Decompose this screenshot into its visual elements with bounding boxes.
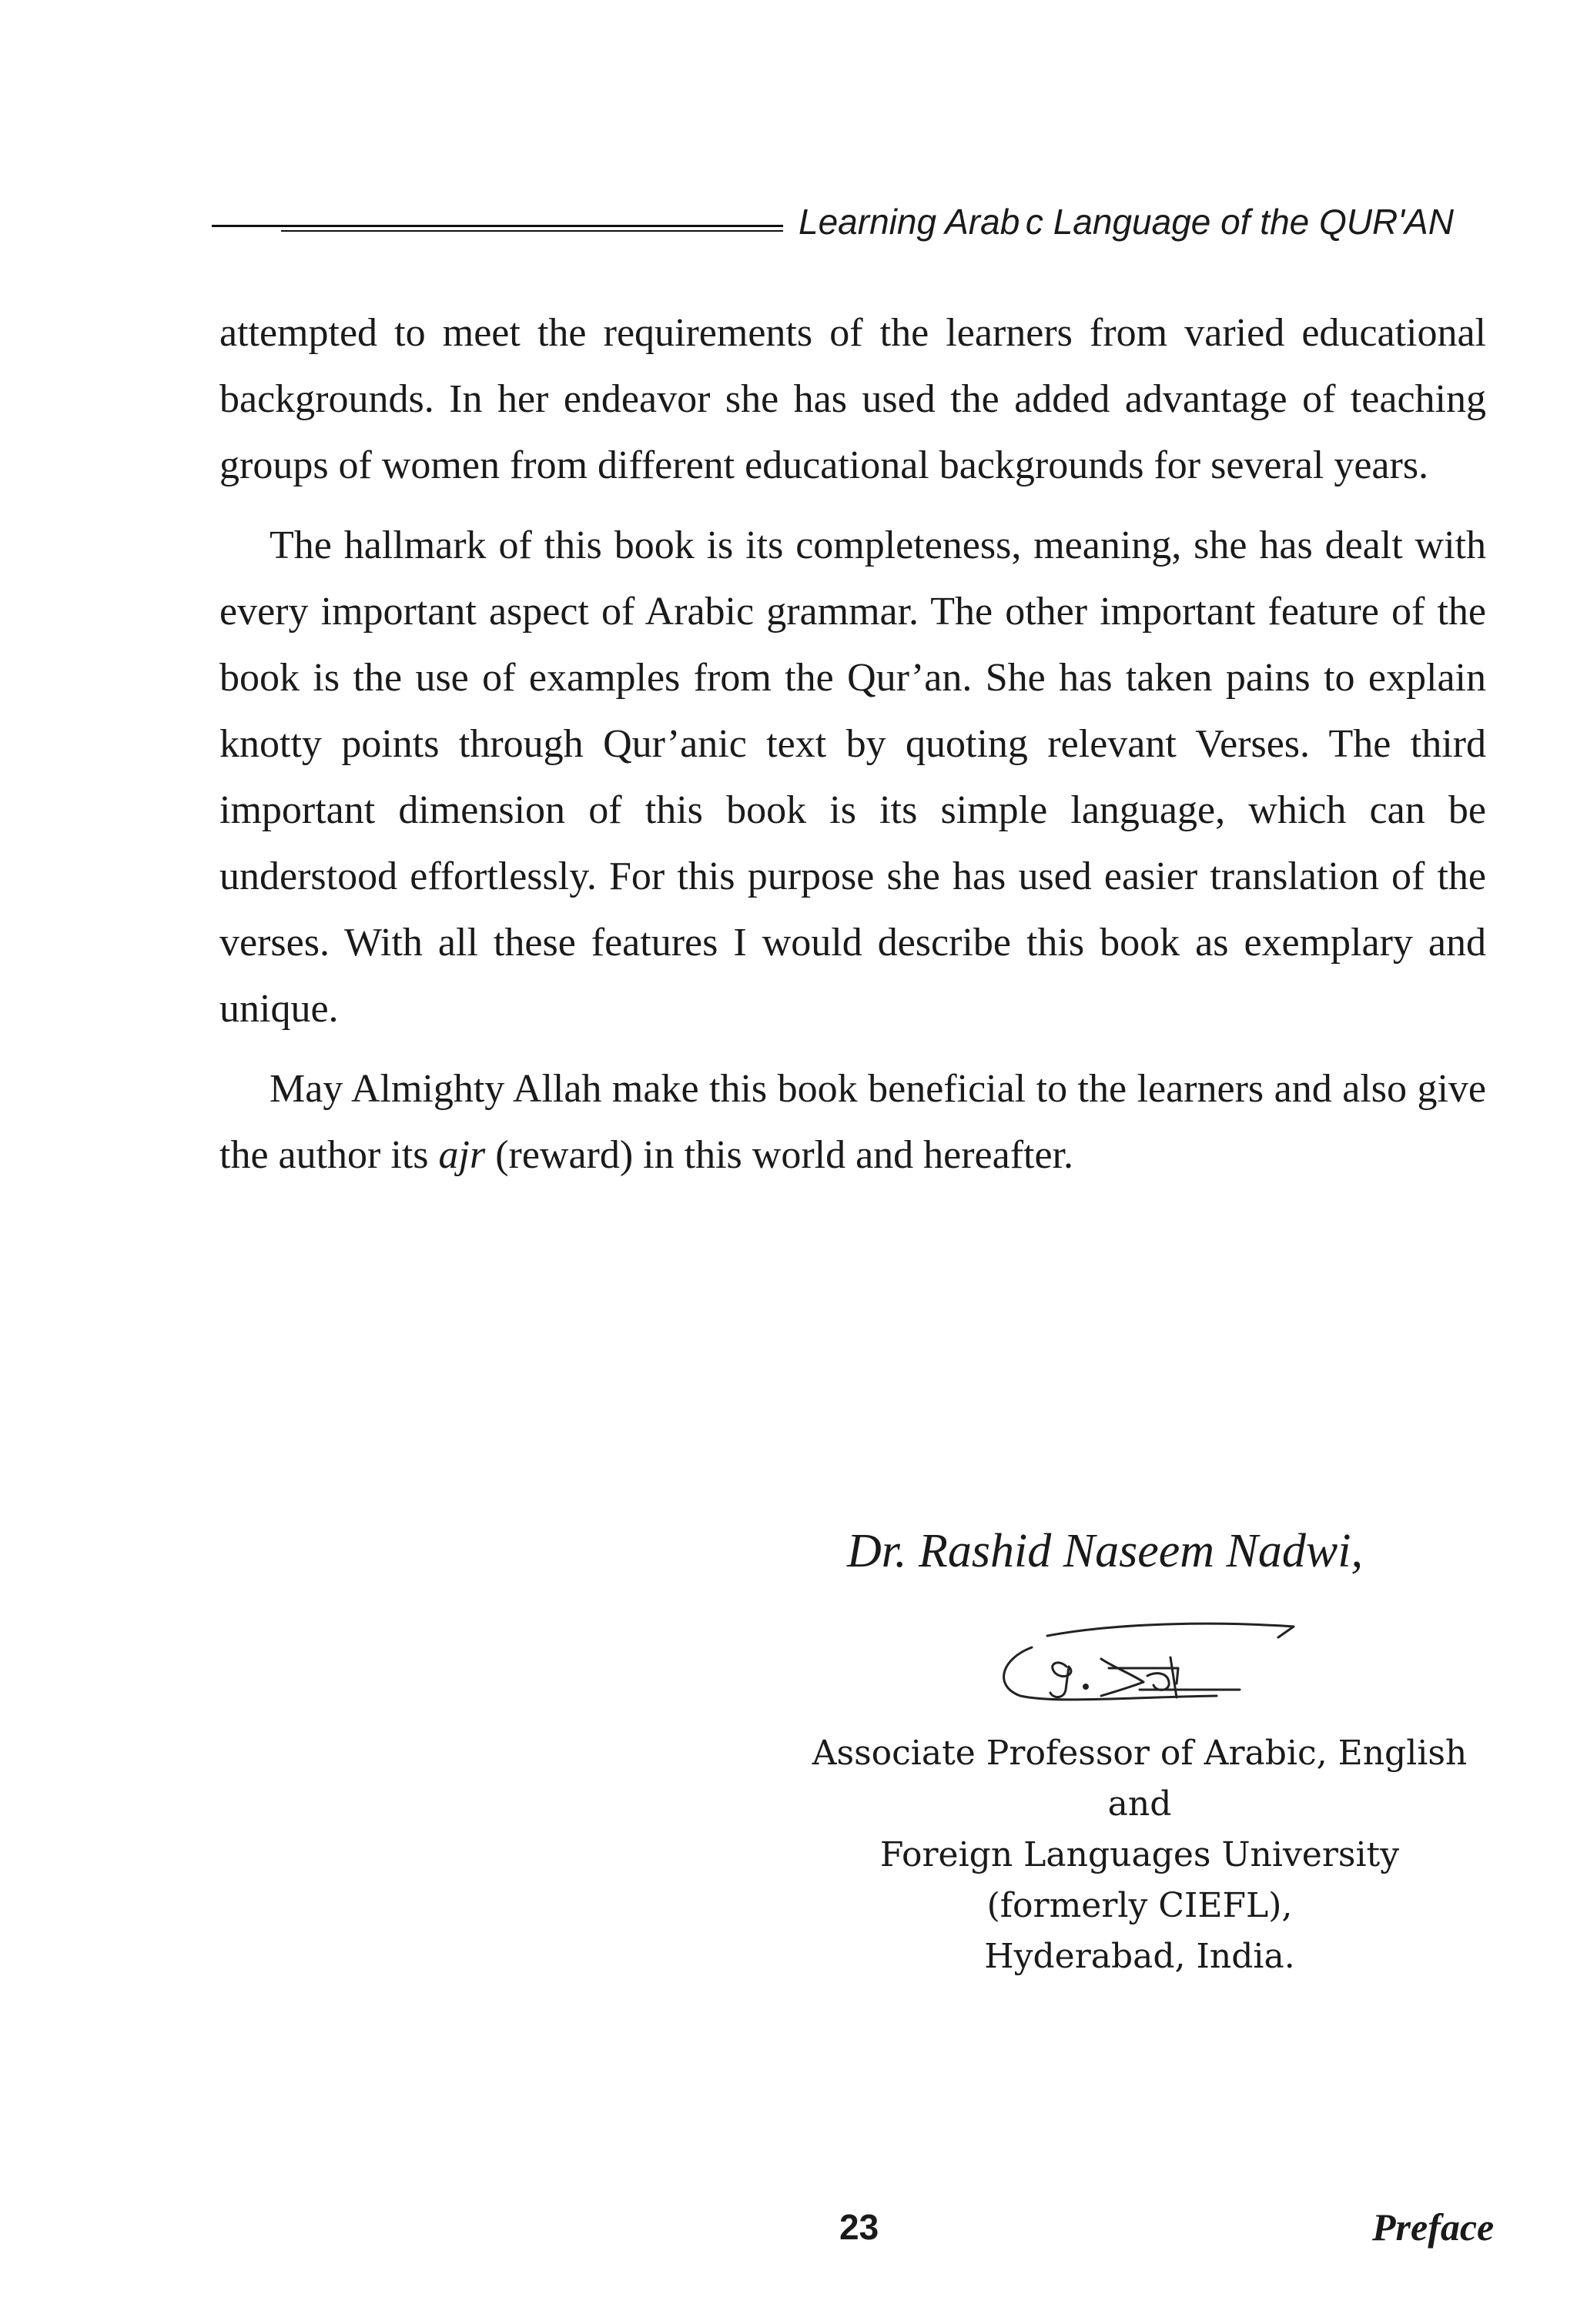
header-rule — [212, 225, 783, 227]
affiliation-line: and — [1107, 1784, 1172, 1824]
signatory-affiliation — [793, 1728, 1486, 1982]
affiliation-line: Hyderabad, India. — [984, 1937, 1295, 1976]
affiliation-line: Associate Professor of Arabic, English — [812, 1734, 1468, 1773]
closing-text-before: May Almighty Allah make this book beneficial to the learners and also give the author its — [219, 1067, 1486, 1177]
paragraph-closing — [219, 1056, 1486, 1189]
affiliation-line: Foreign Languages University — [879, 1835, 1400, 1874]
paragraph-hallmark: The hallmark of this book is its completeness, meaning, she has dealt with every important aspect of Arabic grammar. The other important feature of the book is the use of examples from the Qur’an. She has taken pains to explain knotty points through Qur’anic text by quoting relevant Verses. The third important dimension of this book is its simple language, which can be understood effortlessly. For this purpose she has used easier translation of the verses. With all these features I would describe this book as exemplary and unique. — [219, 523, 1486, 1031]
page-footer — [0, 2200, 1577, 2254]
section-name: Preface — [1372, 2205, 1495, 2249]
running-title: Learning Arab c Language of the QUR'AN — [799, 202, 1454, 242]
affiliation-line: (formerly CIEFL), — [986, 1886, 1293, 1925]
paragraph-continued: attempted to meet the requirements of the learners from varied educational backgrounds. In her endeavor she has used the added advantage of teaching groups of women from different educational backgrounds for several years. — [219, 311, 1486, 487]
preface-body — [219, 300, 1486, 1189]
handwritten-signature — [986, 1613, 1340, 1713]
header-rule-secondary — [281, 230, 783, 232]
page-number: 23 — [839, 2207, 879, 2247]
running-header — [212, 199, 1482, 245]
closing-text-after: (reward) in this world and hereafter. — [485, 1133, 1074, 1177]
closing-text-italic: ajr — [438, 1133, 486, 1177]
signatory-name: Dr. Rashid Naseem Nadwi, — [847, 1525, 1363, 1577]
